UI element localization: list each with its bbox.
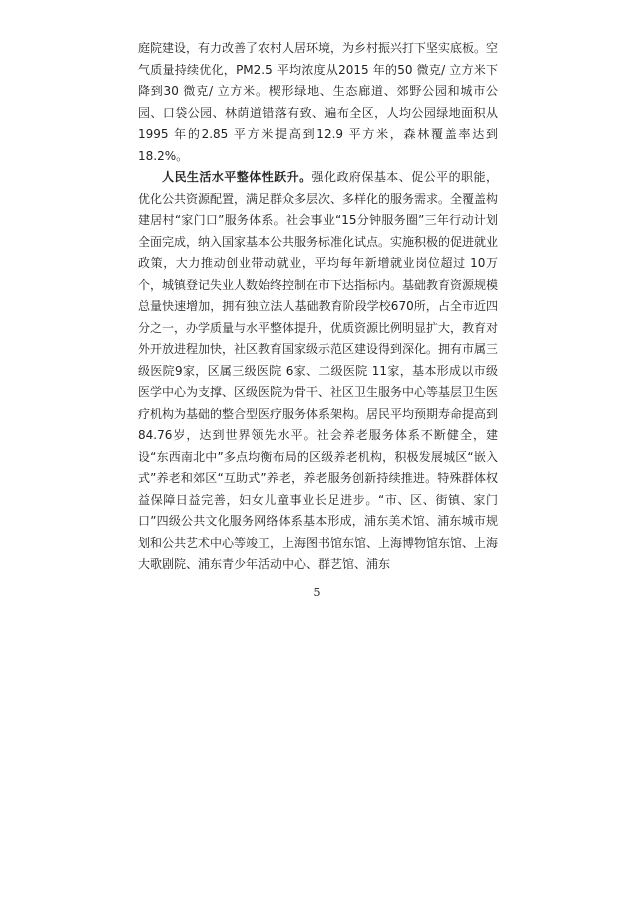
paragraph-environment — [138, 38, 498, 167]
body-text — [138, 38, 498, 576]
page-number: 5 — [313, 586, 321, 599]
paragraph-text: 庭院建设，有力改善了农村人居环境，为乡村振兴打下坚实底板。空气质量持续优化，PM2.5 平均浓度从2015 年的50 微克/ 立方米下降到30 微克/ 立方米。楔形绿地、生态廊道、郊野公园和城市公园、口袋公园、林荫道错落有致、遍布全区，人均公园绿地面积从1995 年的2.85 平方米提高到12.9 平方米，森林覆盖率达到18.2%。 — [138, 41, 499, 163]
paragraph-lead-heading: 人民生活水平整体性跃升。 — [162, 170, 312, 184]
paragraph-text: 强化政府保基本、促公平的职能，优化公共资源配置，满足群众多层次、多样化的服务需求。全覆盖构建居村“家门口”服务体系。社会事业“15分钟服务圈”三年行动计划全面完成，纳入国家基本公共服务标准化试点。实施积极的促进就业政策，大力推动创业带动就业，平均每年新增就业岗位超过 10万个，城镇登记失业人数始终控制在市下达指标内。基础教育资源规模总量快速增加，拥有独立法人基础教育阶段学校670所，占全市近四分之一，办学质量与水平整体提升，优质资源比例明显扩大，教育对外开放进程加快，社区教育国家级示范区建设得到深化。拥有市属三级医院9家，区属三级医院 6家、二级医院 11家，基本形成以市级医学中心为支撑、区级医院为骨干、社区卫生服务中心等基层卫生医疗机构为基础的整合型医疗服务体系架构。居民平均预期寿命提高到 84.76岁，达到世界领先水平。社会养老服务体系不断健全，建设“东西南北中”多点均衡布局的区级养老机构，积极发展城区“嵌入式”养老和郊区“互助式”养老，养老服务创新持续推进。特殊群体权益保障日益完善，妇女儿童事业长足进步。“市、区、街镇、家门口”四级公共文化服务网络体系基本形成，浦东美术馆、浦东城市规划和公共艺术中心等竣工，上海图书馆东馆、上海博物馆东馆、上海大歌剧院、浦东青少年活动中心、群艺馆、浦东 — [138, 170, 499, 571]
paragraph-living-standard — [138, 167, 498, 576]
